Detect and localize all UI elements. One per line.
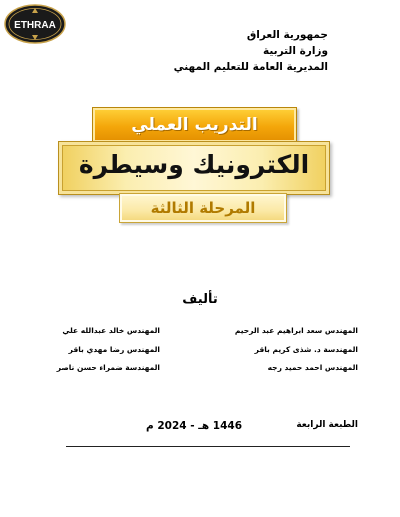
ethraa-logo: [4, 4, 66, 44]
edition-year: 1446 هـ - 2024 م: [146, 420, 243, 432]
author-name: المهندسة د. شذى كريم باقر: [254, 345, 358, 354]
logo-text: ETHRAA: [14, 20, 56, 31]
author-name: المهندس رضا مهدي باقر: [68, 345, 160, 354]
authors-heading: تأليف: [182, 292, 218, 307]
footer-divider: [66, 446, 350, 447]
header-country: جمهورية العراق: [246, 29, 328, 41]
title-stage: المرحلة الثالثة: [150, 199, 256, 217]
title-banner: التدريب العملي: [131, 115, 258, 135]
author-name: المهندس احمد حميد رجه: [267, 363, 358, 372]
author-name: المهندس سعد ابراهيم عبد الرحيم: [234, 326, 358, 335]
title-main: الكترونيك وسيطرة: [78, 150, 310, 179]
header-ministry: وزارة التربية: [262, 45, 328, 57]
edition-label: الطبعة الرابعة: [296, 420, 358, 430]
author-name: المهندس خالد عبدالله علي: [62, 326, 160, 335]
author-name: المهندسة ضمراء حسن ناصر: [56, 363, 160, 372]
title-banner-box: [92, 107, 297, 143]
title-main-box: [58, 141, 330, 195]
title-stage-box: [119, 193, 287, 223]
header-directorate: المديرية العامة للتعليم المهني: [173, 61, 328, 73]
